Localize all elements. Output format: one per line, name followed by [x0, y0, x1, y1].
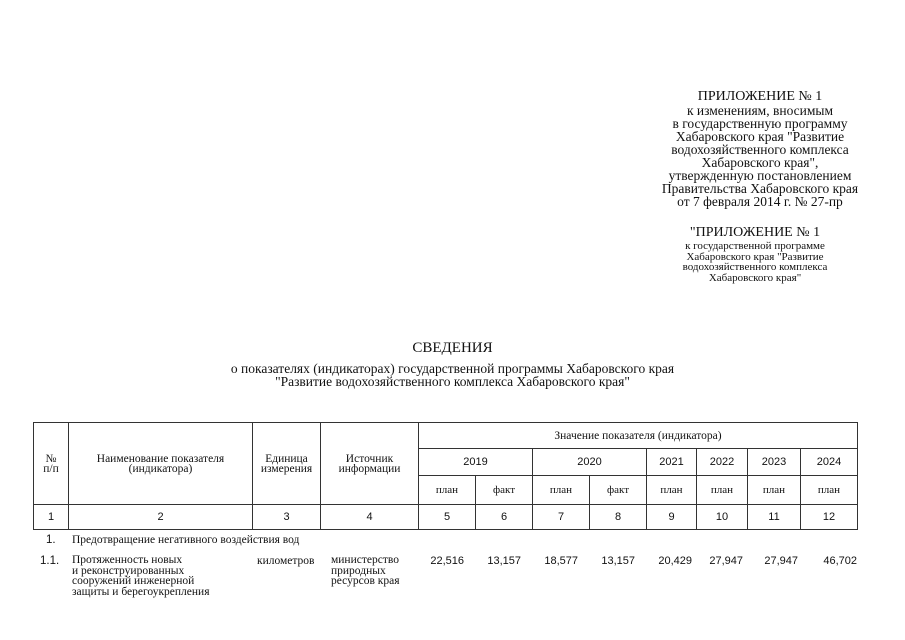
appendix-line: к изменениям, вносимым — [686, 103, 834, 118]
indicator-name-line: Протяженность новых — [72, 554, 183, 566]
value-2019-plan: 22,516 — [430, 555, 464, 567]
col-number: 1 — [34, 505, 69, 530]
fact-label: факт — [476, 476, 533, 505]
document-subtitle: о показателях (индикаторах) государственной программы Хабаровского края — [230, 361, 675, 376]
col-header-unit: Единица измерения — [253, 423, 321, 505]
col-number: 8 — [590, 505, 647, 530]
indicator-source-line: ресурсов края — [331, 575, 400, 587]
row-number: 1.1. — [40, 555, 60, 567]
col-number: 11 — [748, 505, 801, 530]
col-header-name: Наименование показателя (индикатора) — [69, 423, 253, 505]
plan-label: план — [748, 476, 801, 505]
col-header-value: Значение показателя (индикатора) — [419, 423, 858, 449]
indicator-source-line: природных — [331, 564, 386, 577]
value-2020-plan: 18,577 — [544, 555, 578, 567]
appendix-line: от 7 февраля 2014 г. № 27-пр — [677, 194, 843, 209]
year-header: 2024 — [801, 449, 858, 476]
col-number: 6 — [476, 505, 533, 530]
appendix-line: Хабаровского края "Развитие — [675, 129, 845, 144]
year-header: 2023 — [748, 449, 801, 476]
col-number: 10 — [697, 505, 748, 530]
value-2024-plan: 46,702 — [823, 555, 857, 567]
indicator-name-line: защиты и берегоукрепления — [72, 585, 210, 598]
year-header: 2021 — [647, 449, 697, 476]
plan-label: план — [801, 476, 858, 505]
col-number: 3 — [253, 505, 321, 530]
value-2023-plan: 27,947 — [764, 555, 798, 567]
section-number: 1. — [46, 534, 56, 546]
col-number: 5 — [419, 505, 476, 530]
col-number: 4 — [321, 505, 419, 530]
col-header-source: Источник информации — [321, 423, 419, 505]
col-number: 9 — [647, 505, 697, 530]
plan-label: план — [419, 476, 476, 505]
appendix-line: утвержденную постановлением — [668, 168, 852, 183]
year-header: 2022 — [697, 449, 748, 476]
col-header-num: № п/п — [34, 423, 69, 505]
appendix-header — [620, 90, 900, 208]
indicator-name — [72, 555, 252, 597]
indicator-name-line: и реконструированных — [72, 564, 185, 577]
appendix2-line: Хабаровского края" — [708, 271, 802, 284]
document-subtitle-program: "Развитие водохозяйственного комплекса Хабаровского края" — [275, 374, 630, 389]
indicator-unit: километров — [257, 555, 315, 567]
document-title: СВЕДЕНИЯ — [412, 340, 493, 356]
plan-label: план — [533, 476, 590, 505]
appendix2-line: водохозяйственного комплекса — [682, 261, 828, 273]
value-2021-plan: 20,429 — [658, 555, 692, 567]
appendix-line: Правительства Хабаровского края — [661, 181, 859, 196]
appendix2-header — [660, 226, 850, 283]
col-number: 2 — [69, 505, 253, 530]
plan-label: план — [697, 476, 748, 505]
value-2020-fact: 13,157 — [601, 555, 635, 567]
appendix-line: водохозяйственного комплекса — [671, 142, 849, 157]
appendix2-title: "ПРИЛОЖЕНИЕ № 1 — [689, 225, 821, 240]
appendix2-line: Хабаровского края "Развитие — [686, 250, 824, 263]
value-2022-plan: 27,947 — [709, 555, 743, 567]
indicator-source-line: министерство — [331, 554, 399, 566]
value-2019-fact: 13,157 — [487, 555, 521, 567]
section-title: Предотвращение негативного воздействия вод — [72, 534, 300, 546]
indicators-table — [33, 422, 858, 530]
appendix-line: Хабаровского края", — [701, 155, 819, 170]
fact-label: факт — [590, 476, 647, 505]
indicator-name-line: сооружений инженерной — [72, 575, 195, 587]
year-header: 2019 — [419, 449, 533, 476]
appendix2-line: к государственной программе — [685, 240, 825, 252]
plan-label: план — [647, 476, 697, 505]
col-number: 12 — [801, 505, 858, 530]
appendix-line: в государственную программу — [672, 116, 848, 131]
appendix-title: ПРИЛОЖЕНИЕ № 1 — [697, 89, 823, 104]
col-number: 7 — [533, 505, 590, 530]
year-header: 2020 — [533, 449, 647, 476]
